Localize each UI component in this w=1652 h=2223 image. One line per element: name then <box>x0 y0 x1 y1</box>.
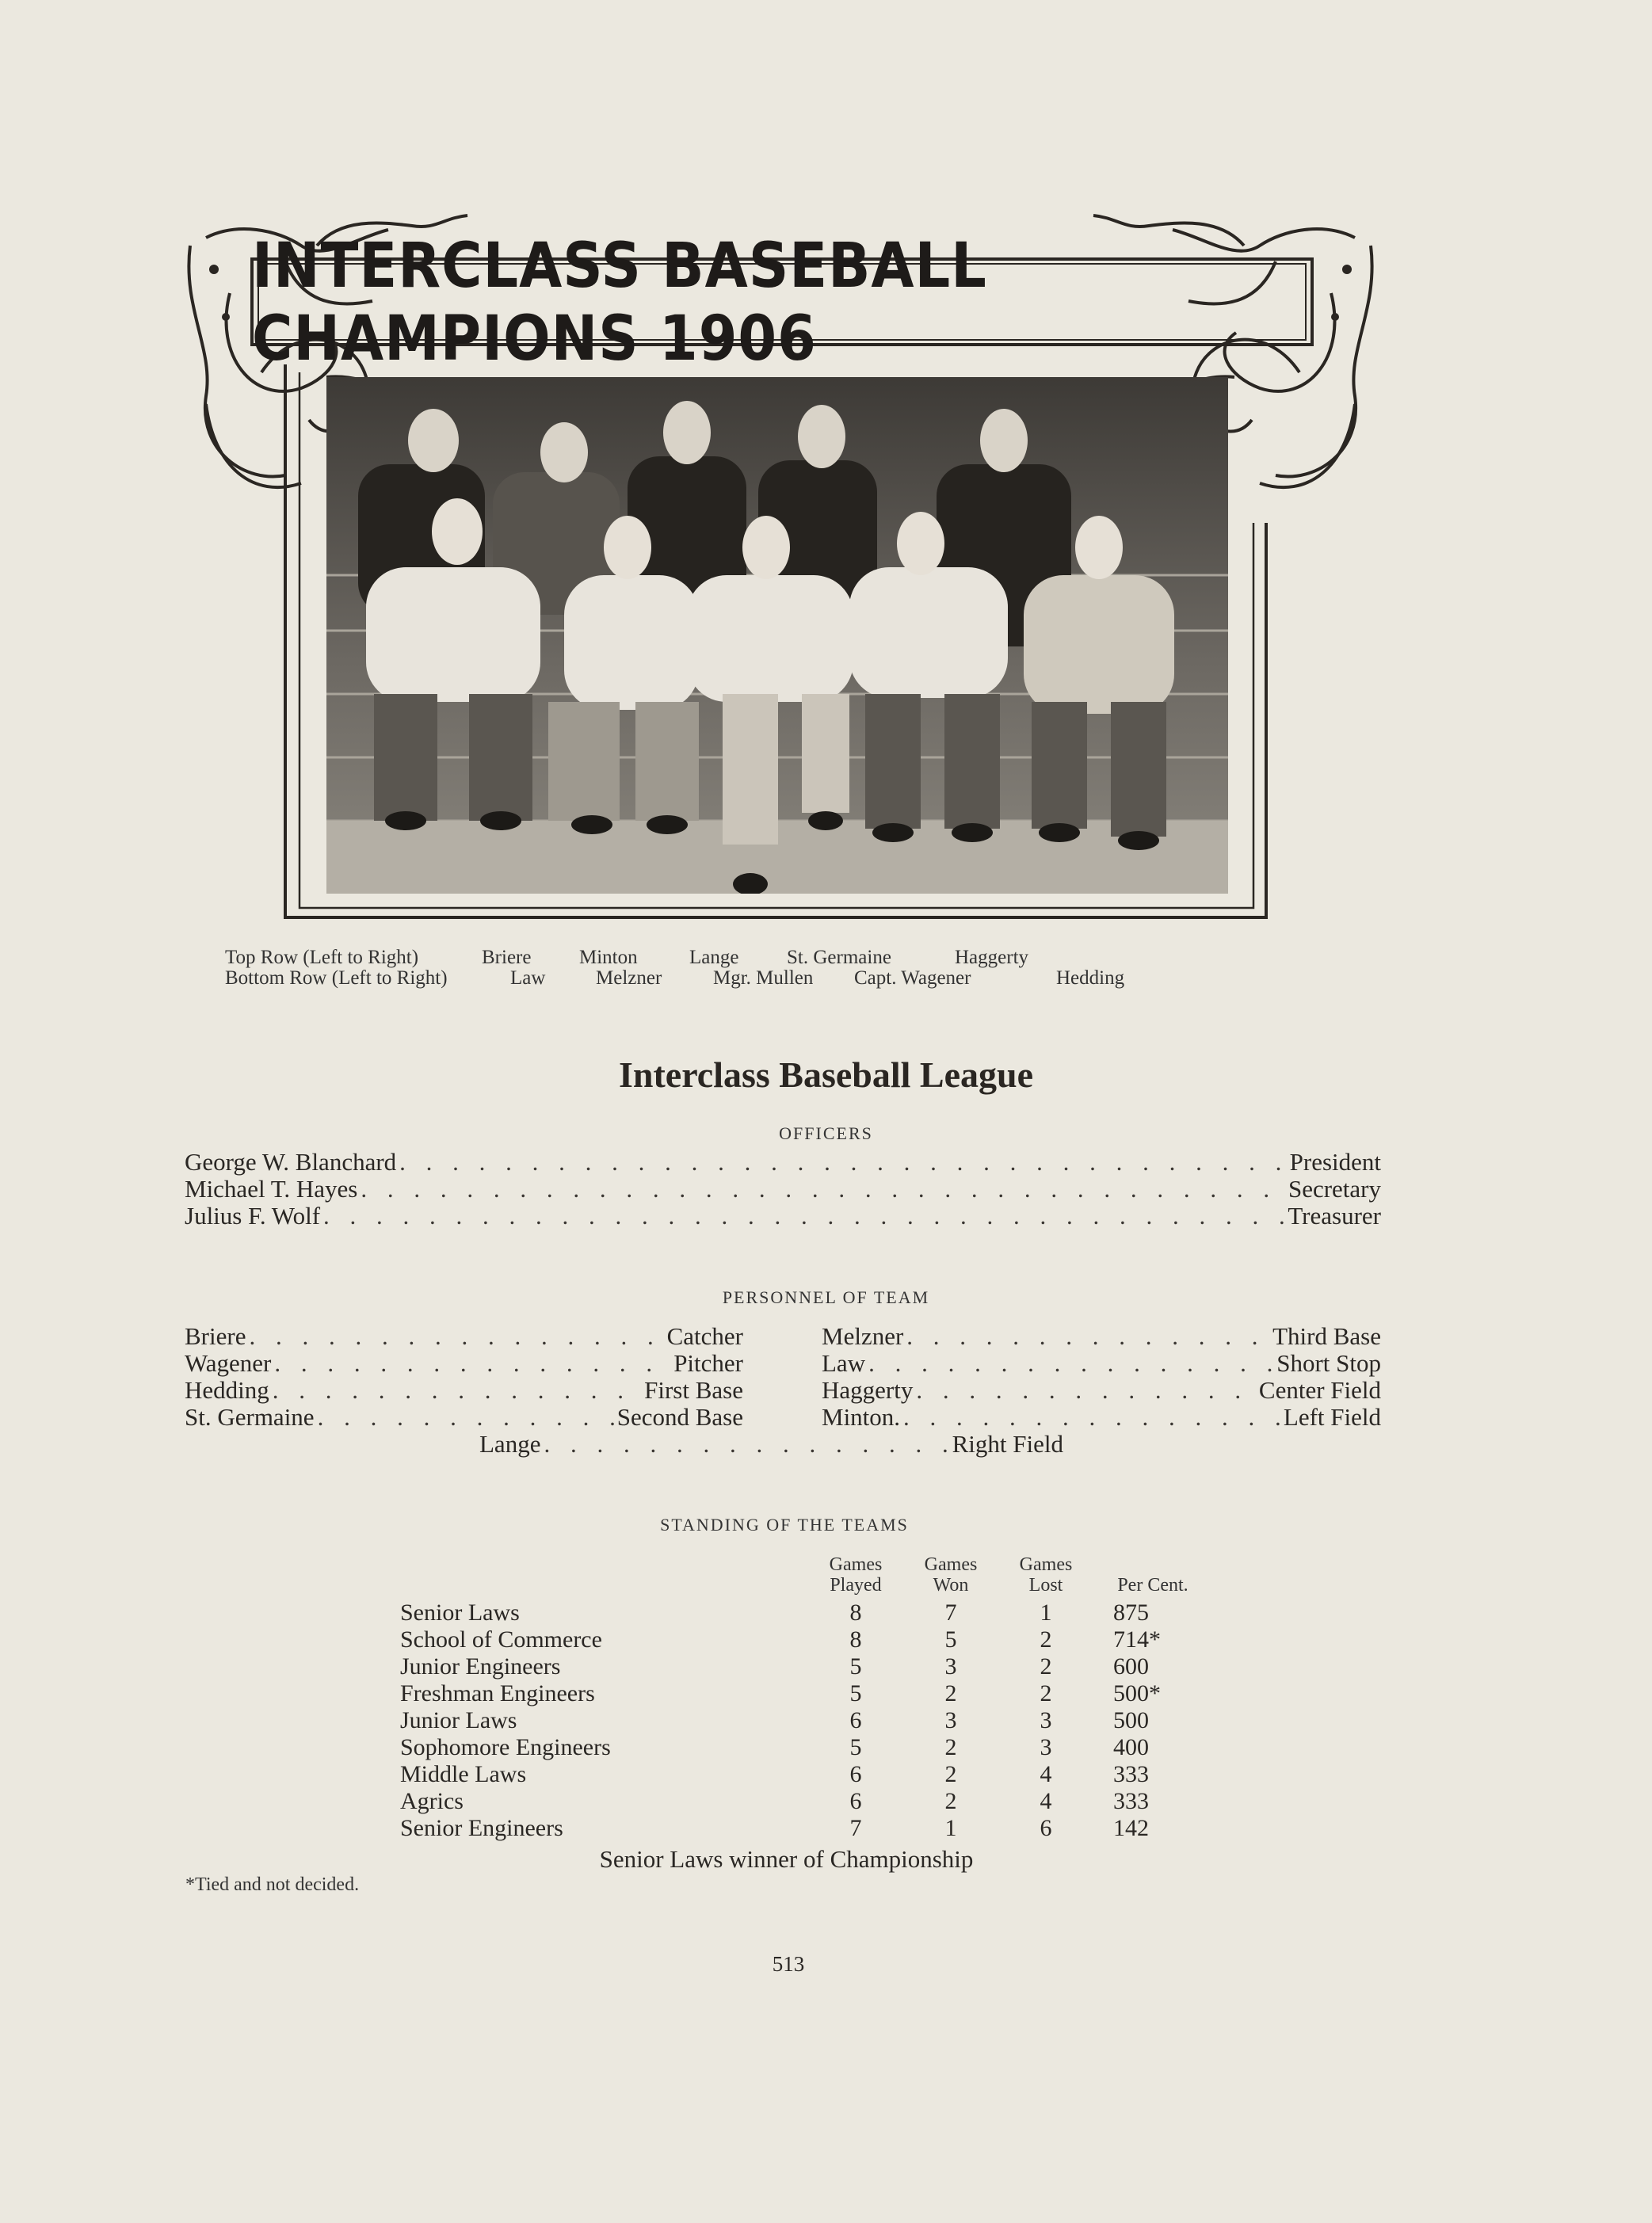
per-cent: 875 <box>1113 1600 1149 1626</box>
games-played: 5 <box>849 1680 862 1706</box>
dot-leader <box>916 1377 1256 1404</box>
per-cent: 500* <box>1113 1680 1161 1706</box>
player-name: Minton. <box>822 1403 901 1431</box>
personnel-row <box>479 1431 1063 1458</box>
player-name: St. Germaine <box>185 1403 315 1431</box>
player-position: Right Field <box>952 1430 1063 1458</box>
games-lost: 2 <box>1040 1680 1052 1706</box>
player-position: Left Field <box>1283 1403 1381 1431</box>
player-position: Center Field <box>1258 1376 1381 1404</box>
per-cent: 714* <box>1113 1626 1161 1653</box>
column-header-pct <box>1097 1554 1208 1596</box>
caption-top-row-label: Top Row (Left to Right) <box>225 947 419 968</box>
officer-name: George W. Blanchard <box>185 1148 397 1176</box>
games-played: 7 <box>849 1815 862 1841</box>
table-row <box>400 1707 1216 1734</box>
games-played: 8 <box>849 1626 862 1653</box>
officer-row <box>185 1203 1381 1230</box>
dot-leader <box>544 1431 948 1458</box>
column-header-line: Games <box>829 1554 883 1575</box>
personnel-left-column <box>185 1323 743 1431</box>
team-photo-image <box>326 377 1228 894</box>
team-photo-drawing <box>326 377 1228 894</box>
table-row <box>400 1680 1216 1707</box>
dot-leader <box>249 1323 663 1350</box>
dot-leader <box>274 1350 670 1377</box>
games-played: 6 <box>849 1707 862 1733</box>
games-won: 2 <box>944 1734 957 1760</box>
dot-leader <box>399 1149 1286 1176</box>
games-won: 2 <box>944 1761 957 1787</box>
personnel-row <box>822 1323 1381 1350</box>
table-row <box>400 1788 1216 1815</box>
per-cent: 500 <box>1113 1707 1149 1733</box>
personnel-heading: PERSONNEL OF TEAM <box>722 1287 930 1307</box>
games-lost: 3 <box>1040 1707 1052 1733</box>
column-header-line: Per Cent. <box>1117 1575 1188 1596</box>
per-cent: 142 <box>1113 1815 1149 1841</box>
player-name: Law <box>822 1349 866 1377</box>
personnel-row <box>185 1323 743 1350</box>
officer-name: Michael T. Hayes <box>185 1175 358 1203</box>
games-played: 5 <box>849 1734 862 1760</box>
officer-role: President <box>1289 1148 1381 1176</box>
officers-list <box>185 1149 1381 1230</box>
column-header-line: Won <box>933 1575 969 1596</box>
champion-note: Senior Laws winner of Championship <box>599 1845 974 1873</box>
standings-heading: STANDING OF THE TEAMS <box>660 1515 909 1535</box>
caption-top-name: Lange <box>689 947 739 968</box>
personnel-row <box>185 1377 743 1404</box>
games-won: 2 <box>944 1788 957 1814</box>
officers-heading: OFFICERS <box>779 1123 873 1143</box>
dot-leader <box>318 1404 614 1431</box>
per-cent: 600 <box>1113 1653 1149 1680</box>
games-won: 3 <box>944 1707 957 1733</box>
dot-leader <box>903 1404 1280 1431</box>
personnel-center-row <box>479 1431 1063 1458</box>
caption-top-name: Minton <box>579 947 638 968</box>
personnel-row <box>822 1377 1381 1404</box>
games-lost: 2 <box>1040 1626 1052 1653</box>
player-position: Third Base <box>1272 1322 1381 1350</box>
page-number: 513 <box>772 1952 805 1976</box>
column-header-played <box>808 1554 903 1596</box>
officer-row <box>185 1149 1381 1176</box>
dot-leader <box>868 1350 1273 1377</box>
dot-leader <box>323 1203 1284 1230</box>
games-lost: 3 <box>1040 1734 1052 1760</box>
per-cent: 333 <box>1113 1761 1149 1787</box>
personnel-row <box>185 1404 743 1431</box>
column-header-line: Games <box>1019 1554 1073 1575</box>
games-played: 6 <box>849 1788 862 1814</box>
games-won: 7 <box>944 1600 957 1626</box>
column-header-line: Lost <box>1028 1575 1063 1596</box>
games-played: 5 <box>849 1653 862 1680</box>
team-name: Senior Engineers <box>400 1815 563 1841</box>
per-cent: 400 <box>1113 1734 1149 1760</box>
column-header-line: Played <box>830 1575 882 1596</box>
team-name: Middle Laws <box>400 1761 527 1787</box>
dot-leader <box>361 1176 1285 1203</box>
personnel-row <box>822 1404 1381 1431</box>
games-won: 3 <box>944 1653 957 1680</box>
player-name: Wagener <box>185 1349 272 1377</box>
games-won: 5 <box>944 1626 957 1653</box>
games-lost: 1 <box>1040 1600 1052 1626</box>
player-position: Catcher <box>666 1322 743 1350</box>
personnel-row <box>822 1350 1381 1377</box>
table-row <box>400 1626 1216 1653</box>
player-position: Pitcher <box>673 1349 743 1377</box>
caption-bottom-name: Capt. Wagener <box>854 967 971 989</box>
games-lost: 2 <box>1040 1653 1052 1680</box>
caption-bottom-row-label: Bottom Row (Left to Right) <box>225 967 448 989</box>
player-name: Briere <box>185 1322 246 1350</box>
officer-role: Secretary <box>1288 1175 1381 1203</box>
table-row <box>400 1815 1216 1842</box>
games-won: 2 <box>944 1680 957 1706</box>
dot-leader <box>906 1323 1269 1350</box>
table-row <box>400 1761 1216 1788</box>
player-position: First Base <box>644 1376 743 1404</box>
team-name: Sophomore Engineers <box>400 1734 611 1760</box>
team-name: Junior Laws <box>400 1707 517 1733</box>
games-played: 8 <box>849 1600 862 1626</box>
player-name: Lange <box>479 1430 541 1458</box>
player-position: Second Base <box>616 1403 743 1431</box>
games-lost: 6 <box>1040 1815 1052 1841</box>
officer-row <box>185 1176 1381 1203</box>
caption-top-name: St. Germaine <box>787 947 891 968</box>
caption-bottom-name: Hedding <box>1056 967 1125 989</box>
table-row <box>400 1600 1216 1626</box>
dot-leader <box>273 1377 641 1404</box>
per-cent: 333 <box>1113 1788 1149 1814</box>
caption-top-name: Briere <box>482 947 532 968</box>
team-name: Freshman Engineers <box>400 1680 595 1706</box>
column-header-won <box>903 1554 998 1596</box>
player-name: Hedding <box>185 1376 269 1404</box>
team-name: School of Commerce <box>400 1626 602 1653</box>
games-won: 1 <box>944 1815 957 1841</box>
player-name: Haggerty <box>822 1376 914 1404</box>
column-header-line <box>1097 1554 1208 1575</box>
table-row <box>400 1653 1216 1680</box>
games-lost: 4 <box>1040 1761 1052 1787</box>
team-name: Agrics <box>400 1788 464 1814</box>
officer-name: Julius F. Wolf <box>185 1202 321 1230</box>
table-row <box>400 1734 1216 1761</box>
banner-title: INTERCLASS BASEBALL CHAMPIONS 1906 <box>252 229 987 375</box>
team-name: Junior Engineers <box>400 1653 561 1680</box>
player-name: Melzner <box>822 1322 904 1350</box>
footnote: *Tied and not decided. <box>185 1874 360 1895</box>
games-played: 6 <box>849 1761 862 1787</box>
officer-role: Treasurer <box>1288 1202 1381 1230</box>
page-title: Interclass Baseball League <box>618 1054 1034 1095</box>
caption-bottom-name: Melzner <box>596 967 662 989</box>
games-lost: 4 <box>1040 1788 1052 1814</box>
player-position: Short Stop <box>1276 1349 1381 1377</box>
team-name: Senior Laws <box>400 1600 520 1626</box>
standings-table <box>400 1600 1216 1842</box>
caption-top-name: Haggerty <box>955 947 1029 968</box>
column-header-line: Games <box>924 1554 978 1575</box>
personnel-right-column <box>822 1323 1381 1431</box>
personnel-row <box>185 1350 743 1377</box>
caption-bottom-name: Law <box>510 967 546 989</box>
column-header-lost <box>998 1554 1093 1596</box>
caption-bottom-name: Mgr. Mullen <box>713 967 814 989</box>
